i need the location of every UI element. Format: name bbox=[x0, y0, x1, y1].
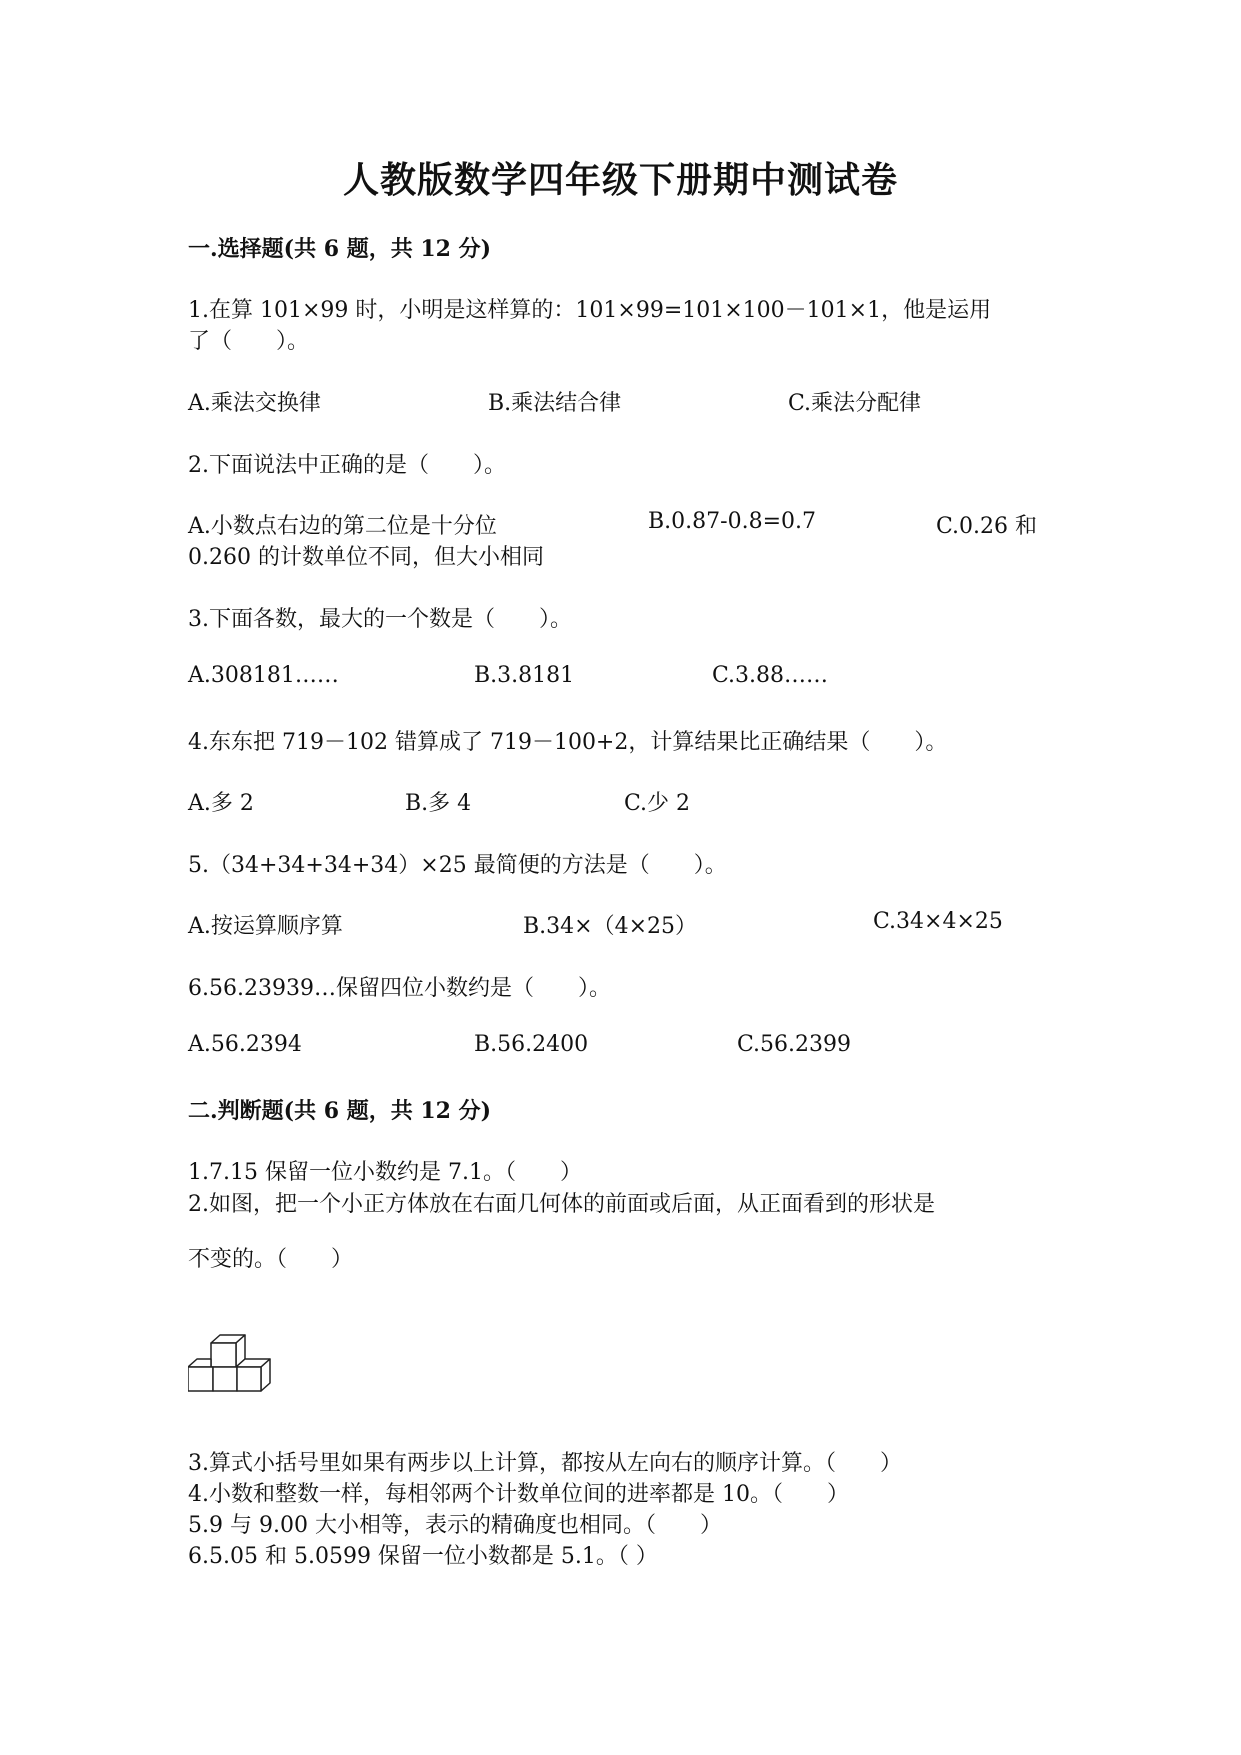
judge-question-2-cont: 不变的。（ ） bbox=[188, 1247, 354, 1272]
judge-question-3: 3.算式小括号里如果有两步以上计算，都按从左向右的顺序计算。（ ） bbox=[188, 1451, 902, 1476]
question-4-option-c: C.少 2 bbox=[624, 791, 691, 816]
question-2-option-a: A.小数点右边的第二位是十分位 bbox=[188, 514, 497, 539]
question-5-option-c: C.34×4×25 bbox=[873, 909, 1003, 934]
judge-question-1: 1.7.15 保留一位小数约是 7.1。（ ） bbox=[188, 1160, 582, 1185]
question-1-option-c: C.乘法分配律 bbox=[788, 391, 922, 416]
question-6-option-b: B.56.2400 bbox=[474, 1032, 589, 1057]
question-6-text: 6.56.23939…保留四位小数约是（ ）。 bbox=[188, 976, 611, 1001]
question-2-text: 2.下面说法中正确的是（ ）。 bbox=[188, 453, 506, 478]
cube-figure bbox=[188, 1333, 278, 1393]
question-1-option-a: A.乘法交换律 bbox=[188, 391, 321, 416]
question-4-text: 4.东东把 719－102 错算成了 719－100+2，计算结果比正确结果（ ）。 bbox=[188, 730, 948, 755]
page-title: 人教版数学四年级下册期中测试卷 bbox=[342, 159, 898, 201]
question-4-option-b: B.多 4 bbox=[405, 791, 472, 816]
question-1-text-cont: 了（ ）。 bbox=[188, 329, 310, 354]
question-1-text: 1.在算 101×99 时，小明是这样算的：101×99=101×100－101×1，他是运用 bbox=[188, 298, 992, 323]
judge-question-4: 4.小数和整数一样，每相邻两个计数单位间的进率都是 10。（ ） bbox=[188, 1482, 849, 1507]
section-heading-choice: 一.选择题(共 6 题，共 12 分) bbox=[188, 236, 492, 262]
question-5-text: 5.（34+34+34+34）×25 最简便的方法是（ ）。 bbox=[188, 853, 727, 878]
question-3-text: 3.下面各数，最大的一个数是（ ）。 bbox=[188, 607, 572, 632]
judge-question-5: 5.9 与 9.00 大小相等，表示的精确度也相同。（ ） bbox=[188, 1513, 722, 1538]
question-1-option-b: B.乘法结合律 bbox=[488, 391, 622, 416]
question-2-option-b: B.0.87-0.8=0.7 bbox=[648, 509, 816, 534]
question-6-option-c: C.56.2399 bbox=[737, 1032, 852, 1057]
question-2-option-c: C.0.26 和 bbox=[936, 514, 1038, 539]
section-heading-judge: 二.判断题(共 6 题，共 12 分) bbox=[188, 1098, 492, 1124]
judge-question-2: 2.如图，把一个小正方体放在右面几何体的前面或后面，从正面看到的形状是 bbox=[188, 1192, 935, 1217]
question-6-option-a: A.56.2394 bbox=[188, 1032, 302, 1057]
question-3-option-c: C.3.88…… bbox=[712, 663, 829, 688]
question-5-option-a: A.按运算顺序算 bbox=[188, 914, 343, 939]
question-4-option-a: A.多 2 bbox=[188, 791, 254, 816]
question-3-option-a: A.308181…… bbox=[188, 663, 339, 688]
question-5-option-b: B.34×（4×25） bbox=[523, 914, 698, 939]
judge-question-6: 6.5.05 和 5.0599 保留一位小数都是 5.1。（ ） bbox=[188, 1544, 658, 1569]
question-2-option-c-cont: 0.260 的计数单位不同，但大小相同 bbox=[188, 545, 544, 570]
question-3-option-b: B.3.8181 bbox=[474, 663, 575, 688]
